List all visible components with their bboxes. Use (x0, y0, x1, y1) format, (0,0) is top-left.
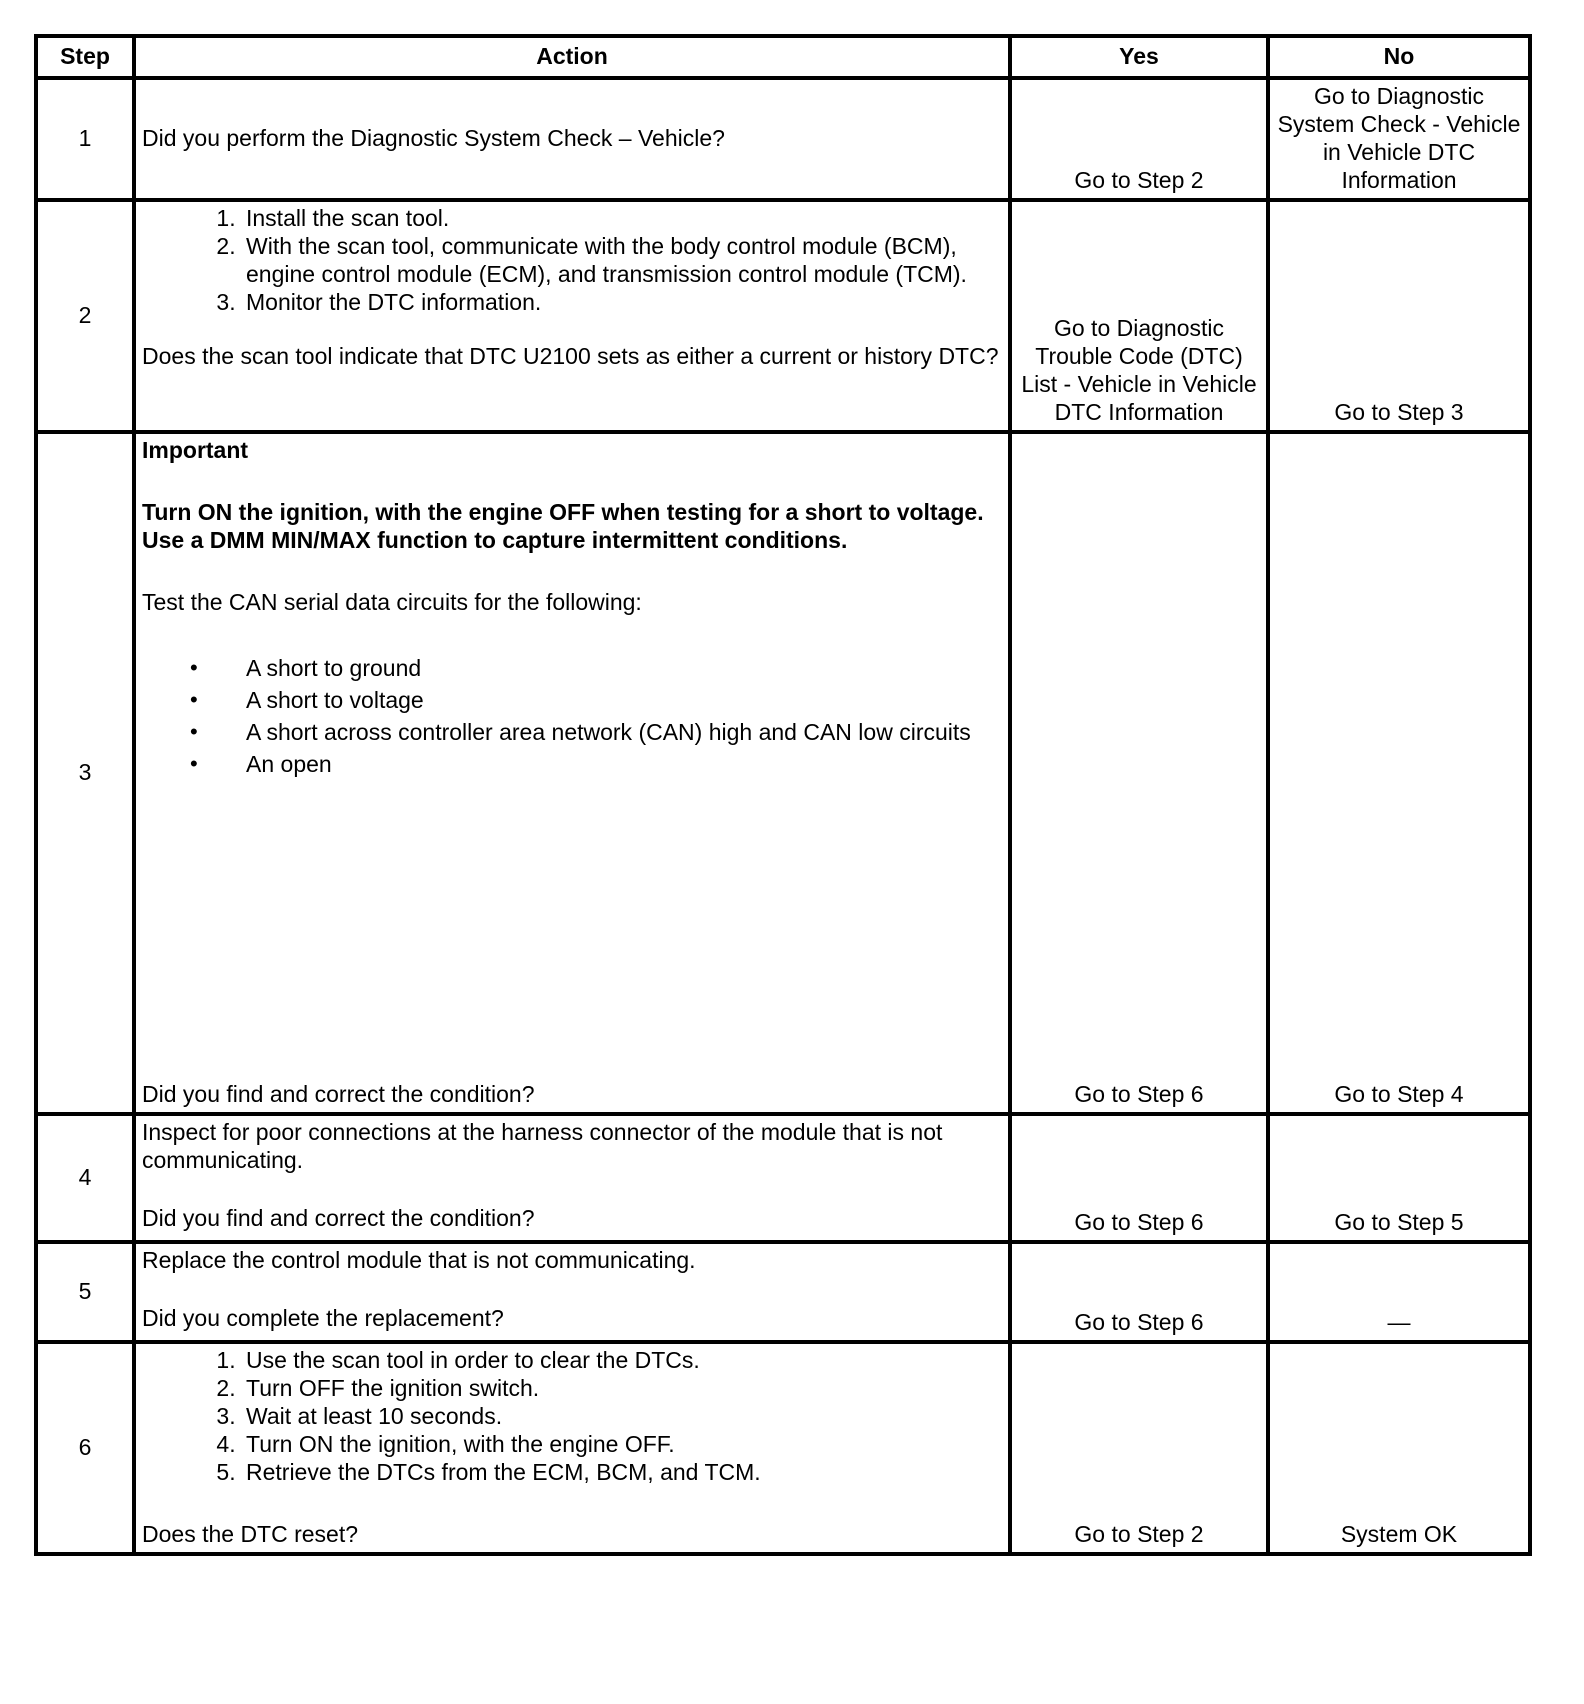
list-item: 2. With the scan tool, communicate with the body control module (BCM), engine control module (ECM), and transmission control module (TCM). (242, 232, 1002, 288)
yes-cell: Go to Step 2 (1010, 1342, 1268, 1554)
important-title: Important (142, 437, 249, 463)
action-cell (134, 1114, 1010, 1242)
table-row (36, 200, 1530, 432)
header-yes: Yes (1010, 36, 1268, 78)
action-text: Inspect for poor connections at the harness connector of the module that is not communicating. (142, 1119, 943, 1173)
action-intro: Test the CAN serial data circuits for the following: (142, 589, 642, 615)
action-question: Did you find and correct the condition? (142, 1205, 535, 1231)
no-cell: Go to Step 5 (1268, 1114, 1530, 1242)
step-number: 5 (36, 1242, 134, 1342)
list-item: 3. Monitor the DTC information. (242, 288, 1002, 316)
action-cell (134, 78, 1010, 200)
action-steps-list (142, 204, 1002, 316)
header-action: Action (134, 36, 1010, 78)
action-question: Did you perform the Diagnostic System Check – Vehicle? (142, 125, 725, 151)
list-item: 5. Retrieve the DTCs from the ECM, BCM, and TCM. (242, 1458, 1002, 1486)
step-number: 4 (36, 1114, 134, 1242)
list-item: 1. Install the scan tool. (242, 204, 1002, 232)
no-cell: — (1268, 1242, 1530, 1342)
no-cell: Go to Step 3 (1268, 200, 1530, 432)
yes-cell: Go to Step 6 (1010, 1242, 1268, 1342)
table-row (36, 1242, 1530, 1342)
header-row (36, 36, 1530, 78)
action-question: Does the DTC reset? (142, 1521, 359, 1547)
table-row (36, 1114, 1530, 1242)
action-question: Did you find and correct the condition? (142, 1081, 535, 1107)
action-text: Replace the control module that is not communicating. (142, 1247, 696, 1273)
header-no: No (1268, 36, 1530, 78)
table-row (36, 78, 1530, 200)
action-cell (134, 1242, 1010, 1342)
list-item: • A short to voltage (242, 686, 1002, 714)
action-question: Did you complete the replacement? (142, 1305, 504, 1331)
diagnostic-table (34, 34, 1532, 1556)
yes-cell: Go to Step 6 (1010, 1114, 1268, 1242)
list-item: • A short across controller area network (CAN) high and CAN low circuits (242, 718, 1002, 746)
step-number: 1 (36, 78, 134, 200)
list-item: 3. Wait at least 10 seconds. (242, 1402, 1002, 1430)
action-cell (134, 432, 1010, 1114)
no-cell: Go to Diagnostic System Check - Vehicle in Vehicle DTC Information (1268, 78, 1530, 200)
no-cell: System OK (1268, 1342, 1530, 1554)
yes-cell: Go to Step 6 (1010, 432, 1268, 1114)
condition-bullet-list (142, 654, 1002, 782)
step-number: 2 (36, 200, 134, 432)
list-item: • An open (242, 750, 1002, 778)
yes-cell: Go to Diagnostic Trouble Code (DTC) List - Vehicle in Vehicle DTC Information (1010, 200, 1268, 432)
step-number: 6 (36, 1342, 134, 1554)
list-item: • A short to ground (242, 654, 1002, 682)
action-cell (134, 200, 1010, 432)
yes-cell: Go to Step 2 (1010, 78, 1268, 200)
list-item: 2. Turn OFF the ignition switch. (242, 1374, 1002, 1402)
important-text: Turn ON the ignition, with the engine OFF when testing for a short to voltage. Use a DMM MIN/MAX function to capture intermittent conditions. (142, 499, 984, 553)
action-cell (134, 1342, 1010, 1554)
no-cell: Go to Step 4 (1268, 432, 1530, 1114)
header-step: Step (36, 36, 134, 78)
table-row (36, 1342, 1530, 1554)
table-row (36, 432, 1530, 1114)
action-steps-list (142, 1346, 1002, 1486)
list-item: 4. Turn ON the ignition, with the engine OFF. (242, 1430, 1002, 1458)
step-number: 3 (36, 432, 134, 1114)
list-item: 1. Use the scan tool in order to clear the DTCs. (242, 1346, 1002, 1374)
action-question: Does the scan tool indicate that DTC U2100 sets as either a current or history DTC? (142, 343, 999, 369)
